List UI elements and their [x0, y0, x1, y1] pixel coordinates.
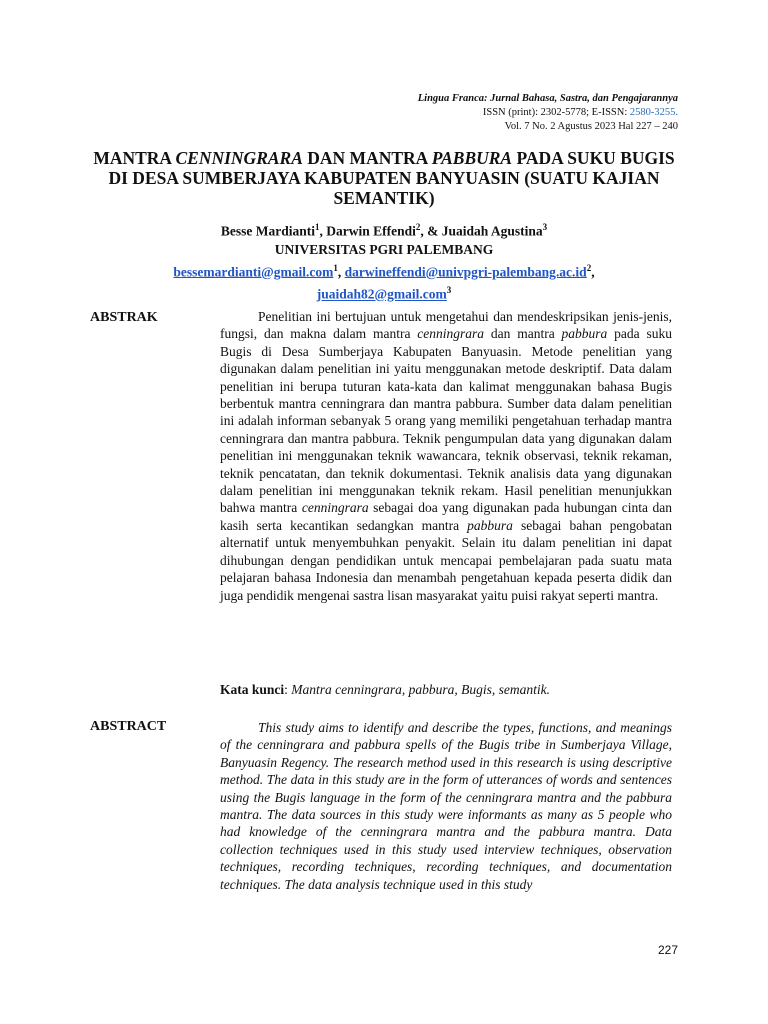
- keywords-sep: :: [284, 682, 292, 697]
- issn-text: ISSN (print): 2302-5778; E-ISSN:: [482, 107, 630, 118]
- author-name: Besse Mardianti: [220, 223, 315, 239]
- text-run: sebagai doa yang digunakan pada hubungan cinta dan kasih serta kecantikan sedangkan mantra: [220, 500, 672, 533]
- author-name: , Darwin Effendi: [319, 223, 416, 239]
- author-name: , & Juaidah Agustina: [420, 223, 543, 239]
- volume-line: Vol. 7 No. 2 Agustus 2023 Hal 227 – 240: [504, 121, 678, 132]
- text-run: dan mantra: [484, 326, 562, 342]
- title-part: PADA SUKU BUGIS DI DESA SUMBERJAYA KABUPATEN BANYUASIN (SUATU KAJIAN SEMANTIK): [108, 148, 675, 208]
- abstrak-label: ABSTRAK: [90, 310, 158, 325]
- university: UNIVERSITAS PGRI PALEMBANG: [274, 241, 494, 257]
- text-italic: pabbura: [561, 326, 608, 342]
- title-italic: PABBURA: [431, 148, 513, 168]
- email-link-1[interactable]: bessemardianti@gmail.com: [173, 264, 334, 279]
- keywords-label: Kata kunci: [220, 682, 285, 697]
- page-number: 227: [657, 943, 678, 957]
- title-part: MANTRA: [93, 148, 176, 168]
- text-run: sebagai bahan pengobatan alternatif untuk menyembuhkan penyakit. Selain itu dalam penelitian ini dapat dihubungan dengan pendidikan untuk mencapai pembelajaran pada suatu mata pelajaran bahasa Indonesia dan menambah pengetahuan kepada peserta didik dan juga pendidik mengenai sastra lisan masyarakat yaitu puisi rakyat seperti mantra.: [220, 517, 672, 603]
- author-sup: 3: [542, 222, 548, 232]
- email-line: [90, 259, 678, 282]
- email-link-2[interactable]: darwineffendi@univpgri-palembang.ac.id: [344, 264, 587, 279]
- issn-line: [418, 106, 678, 120]
- author-names: [90, 218, 678, 241]
- text-italic: cenningrara: [301, 500, 369, 516]
- abstrak-body: [220, 308, 672, 604]
- email-sup: 2: [586, 262, 592, 273]
- text-run: pada suku Bugis di Desa Sumberjaya Kabupaten Banyuasin. Metode penelitian yang digunakan dalam penelitian ini yaitu menggunakan metode deskriptif. Data dalam penelitian ini berupa tuturan kata-kata dan kalimat menggunakan bahasa Bugis berbentuk mantra cenningrara dan mantra pabbura. Sumber data dalam penelitian ini adalah informan sebanyak 5 orang yang memiliki pengetahuan terhadap mantra cenningrara dan mantra pabbura. Teknik pengumpulan data yang digunakan dalam penelitian ini menggunakan teknik wawancara, teknik observasi, teknik rekaman, teknik pencatatan, dan teknik dokumentasi. Teknik analisis data yang digunakan dalam penelitian ini menggunakan teknik rekam. Hasil penelitian menunjukkan bahwa mantra: [220, 326, 672, 516]
- author-sup: 1: [314, 222, 320, 232]
- paper-title: [90, 148, 678, 208]
- keywords: [220, 682, 550, 698]
- text-italic: cenningrara: [417, 326, 485, 342]
- abstrak-paragraph: [220, 308, 672, 604]
- journal-header: [418, 92, 678, 134]
- keywords-value: Mantra cenningrara, pabbura, Bugis, semantik.: [291, 682, 551, 697]
- email-line-2: [90, 281, 678, 304]
- abstract-paragraph: This study aims to identify and describe the types, functions, and meanings of the cenningrara and pabbura spells of the Bugis tribe in Sumberjaya Village, Banyuasin Regency. The research method used in this research is using descriptive method. The data in this study are in the form of utterances of words and sentences using the Bugis language in the form of the cenningrara mantra and the pabbura mantra. The data sources in this study were informants as many as 5 people who had knowledge of the cenningrara mantra and the pabbura mantra. Data collection techniques used in this study used interview techniques, observation techniques, recording techniques, recording techniques, and documentation techniques. The data analysis technique used in this study: [220, 720, 672, 892]
- email-sep: ,: [337, 264, 345, 279]
- title-part: DAN MANTRA: [302, 148, 432, 168]
- author-block: [90, 218, 678, 304]
- abstract-body: [220, 719, 672, 893]
- email-sup: 3: [446, 285, 452, 295]
- text-italic: pabbura: [467, 517, 513, 533]
- journal-name: Lingua Franca: Jurnal Bahasa, Sastra, dan Pengajarannya: [417, 93, 678, 104]
- text-run: Penelitian ini bertujuan untuk mengetahui dan mendeskripsikan jenis-jenis, fungsi, dan makna dalam mantra: [220, 309, 672, 342]
- author-sup: 2: [415, 222, 421, 232]
- email-link-3[interactable]: juaidah82@gmail.com: [316, 286, 447, 302]
- abstract-label: ABSTRACT: [90, 719, 167, 734]
- email-sep: ,: [591, 264, 595, 279]
- eissn-link[interactable]: 2580-3255.: [629, 107, 678, 118]
- title-italic: CENNINGRARA: [175, 148, 303, 168]
- email-sup: 1: [333, 262, 338, 273]
